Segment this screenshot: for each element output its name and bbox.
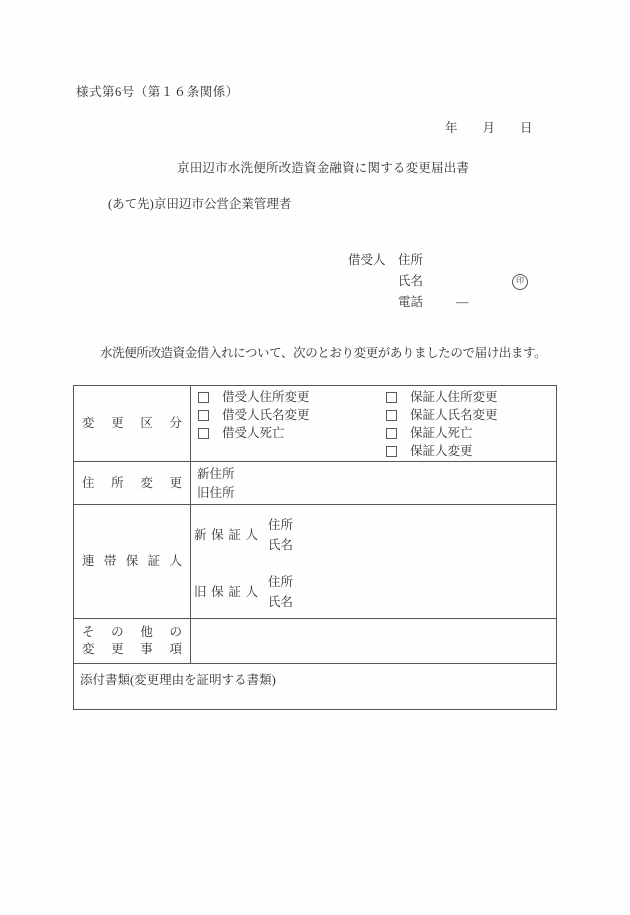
option-borrower-name-change (198, 406, 310, 424)
other-changes-label-line2: 変更事項 (82, 642, 182, 656)
row-address-change (74, 461, 556, 504)
joint-guarantor-label: 連帯保証人 (82, 554, 182, 569)
new-guarantor-group (194, 515, 293, 555)
borrower-address-row (348, 250, 578, 271)
option-guarantor-address-change (386, 388, 498, 406)
checkbox-icon[interactable] (386, 392, 397, 403)
option-guarantor-name-change (386, 406, 498, 424)
attachments-cell (74, 664, 556, 709)
new-address-label: 新住所 (197, 467, 235, 482)
phone-separator-dash: ― (456, 295, 469, 310)
checkbox-icon[interactable] (198, 410, 209, 421)
row-other-changes (74, 618, 556, 663)
option-label: 借受人氏名変更 (222, 407, 310, 422)
document-title: 京田辺市水洗便所改造資金融資に関する変更届出書 (177, 161, 470, 175)
borrower-name-row (348, 271, 578, 292)
borrower-options-column (198, 388, 310, 442)
other-changes-label-cell (74, 619, 191, 663)
borrower-role-label: 借受人 (348, 253, 386, 268)
checkbox-icon[interactable] (386, 428, 397, 439)
old-guarantor-group (194, 572, 293, 612)
option-label: 借受人住所変更 (222, 389, 310, 404)
old-guarantor-address-label: 住所 (268, 574, 294, 589)
option-borrower-address-change (198, 388, 310, 406)
checkbox-icon[interactable] (198, 428, 209, 439)
new-guarantor-address-field (268, 515, 293, 535)
option-guarantor-death (386, 424, 498, 442)
option-guarantor-change (386, 442, 498, 460)
borrower-phone-label: 電話 (398, 295, 424, 310)
other-changes-label-line1: その他の (82, 625, 182, 640)
change-form-table (73, 385, 557, 710)
old-guarantor-name-label: 氏名 (268, 594, 294, 609)
change-category-options (191, 386, 556, 461)
borrower-address-label: 住所 (398, 253, 424, 268)
borrower-name-label: 氏名 (398, 274, 424, 289)
new-guarantor-name-label: 氏名 (268, 537, 294, 552)
row-change-category (74, 386, 556, 461)
addressee-line: (あて先)京田辺市公営企業管理者 (108, 197, 292, 211)
attachments-label: 添付書類(変更理由を証明する書類) (80, 673, 276, 687)
address-change-label: 住所変更 (82, 475, 182, 490)
date-line: 年 月 日 (445, 121, 533, 135)
option-label: 借受人死亡 (222, 425, 285, 440)
checkbox-icon[interactable] (386, 446, 397, 457)
guarantor-options-column (386, 388, 498, 460)
joint-guarantor-fields (191, 505, 556, 618)
old-guarantor-label: 旧保証人 (194, 584, 258, 599)
old-address-label: 旧住所 (197, 486, 235, 501)
form-number: 様式第6号（第１６条関係） (76, 85, 239, 99)
option-borrower-death (198, 424, 310, 442)
address-change-fields (191, 462, 556, 504)
option-label: 保証人死亡 (410, 425, 473, 440)
option-label: 保証人変更 (410, 443, 473, 458)
new-guarantor-label: 新保証人 (194, 527, 258, 542)
change-category-label-cell (74, 386, 191, 461)
new-guarantor-address-label: 住所 (268, 517, 294, 532)
other-changes-field (191, 619, 556, 663)
option-label: 保証人氏名変更 (410, 407, 498, 422)
row-joint-guarantor (74, 504, 556, 618)
seal-icon: 印 (512, 274, 528, 290)
joint-guarantor-label-cell (74, 505, 191, 618)
old-guarantor-name-field (268, 592, 293, 612)
checkbox-icon[interactable] (198, 392, 209, 403)
change-category-label: 変更区分 (82, 416, 182, 431)
option-label: 保証人住所変更 (410, 389, 498, 404)
row-attachments (74, 663, 556, 709)
address-change-label-cell (74, 462, 191, 504)
old-address-field (197, 484, 556, 503)
intro-sentence: 水洗便所改造資金借入れについて、次のとおり変更がありましたので届け出ます。 (100, 346, 547, 360)
new-guarantor-name-field (268, 535, 293, 555)
borrower-phone-row (348, 292, 578, 313)
checkbox-icon[interactable] (386, 410, 397, 421)
borrower-block (348, 250, 578, 313)
new-address-field (197, 465, 556, 484)
old-guarantor-address-field (268, 572, 293, 592)
